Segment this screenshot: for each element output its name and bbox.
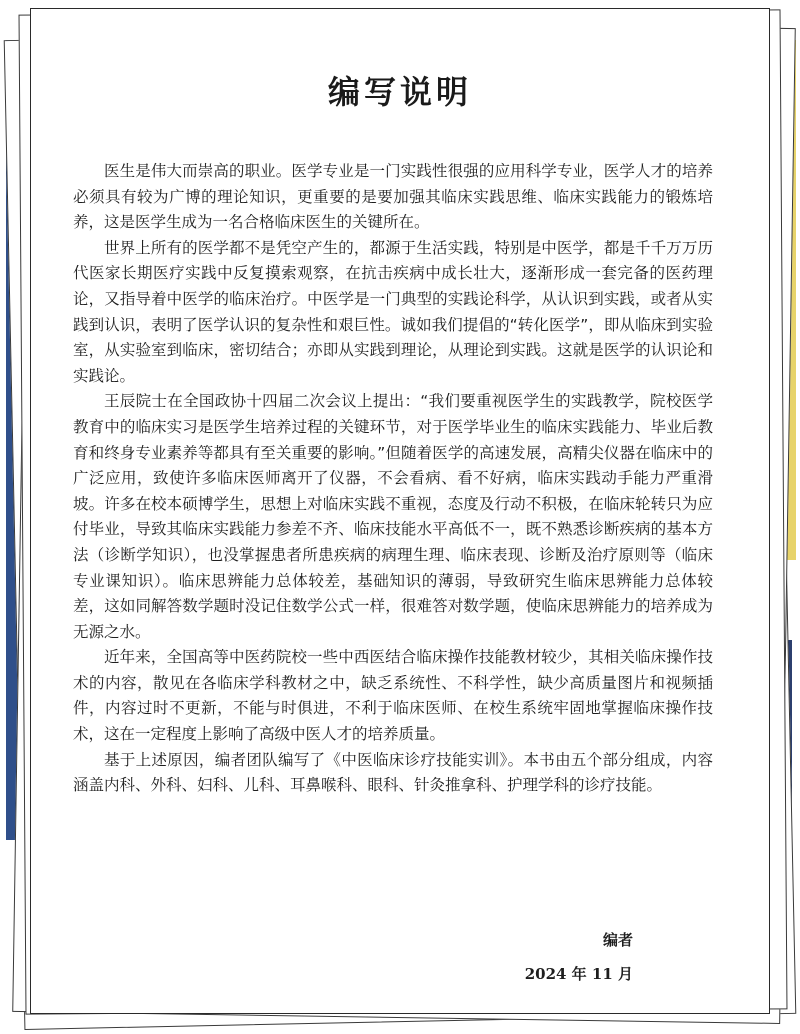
paragraph: 王辰院士在全国政协十四届二次会议上提出：“我们要重视医学生的实践教学，院校医学教育中的临床实习是医学生培养过程的关键环节，对于医学毕业生的临床实践能力、毕业后教育和终身专业素养等都具有至关重要的影响。”但随着医学的高速发展，高精尖仪器在临床中的广泛应用，致使许多临床医师离开了仪器，不会看病、看不好病，临床实践动手能力严重滑坡。许多在校本硕博学生，思想上对临床实践不重视，态度及行动不积极，在临床轮转只为应付毕业，导致其临床实践能力参差不齐、临床技能水平高低不一，既不熟悉诊断疾病的基本方法（诊断学知识），也没掌握患者所患疾病的病理生理、临床表现、诊断及治疗原则等（临床专业课知识）。临床思辨能力总体较差，基础知识的薄弱，导致研究生临床思辨能力总体较差，这如同解答数学题时没记住数学公式一样，很难答对数学题，使临床思辨能力的培养成为无源之水。 xyxy=(73,392,713,641)
signature-date: 2024 年 11 月 xyxy=(524,965,633,983)
signature-author: 编者 xyxy=(602,931,633,949)
front-page xyxy=(30,8,770,1014)
page-title: 编写说明 xyxy=(327,73,472,111)
signature-block xyxy=(525,927,633,987)
body-text xyxy=(73,159,713,799)
paragraph: 近年来，全国高等中医药院校一些中西医结合临床操作技能教材较少，其相关临床操作技术的内容，散见在各临床学科教材之中，缺乏系统性、不科学性，缺少高质量图片和视频插件，内容过时不更新，不能与时俱进，不利于临床医师、在校生系统牢固地掌握临床操作技术，这在一定程度上影响了高级中医人才的培养质量。 xyxy=(73,648,713,744)
paragraph: 世界上所有的医学都不是凭空产生的，都源于生活实践，特别是中医学，都是千千万万历代医家长期医疗实践中反复摸索观察，在抗击疾病中成长壮大，逐渐形成一套完备的医药理论，又指导着中医学的临床治疗。中医学是一门典型的实践论科学，从认识到实践，或者从实践到认识，表明了医学认识的复杂性和艰巨性。诚如我们提倡的“转化医学”，即从临床到实验室，从实验室到临床，密切结合；亦即从实践到理论，从理论到实践。这就是医学的认识论和实践论。 xyxy=(73,238,713,385)
paragraph: 医生是伟大而崇高的职业。医学专业是一门实践性很强的应用科学专业，医学人才的培养必须具有较为广博的理论知识，更重要的是要加强其临床实践思维、临床实践能力的锻炼培养，这是医学生成为一名合格临床医生的关键所在。 xyxy=(73,162,713,232)
paragraph: 基于上述原因，编者团队编写了《中医临床诊疗技能实训》。本书由五个部分组成，内容涵盖内科、外科、妇科、儿科、耳鼻喉科、眼科、针灸推拿科、护理学科的诊疗技能。 xyxy=(73,750,713,795)
